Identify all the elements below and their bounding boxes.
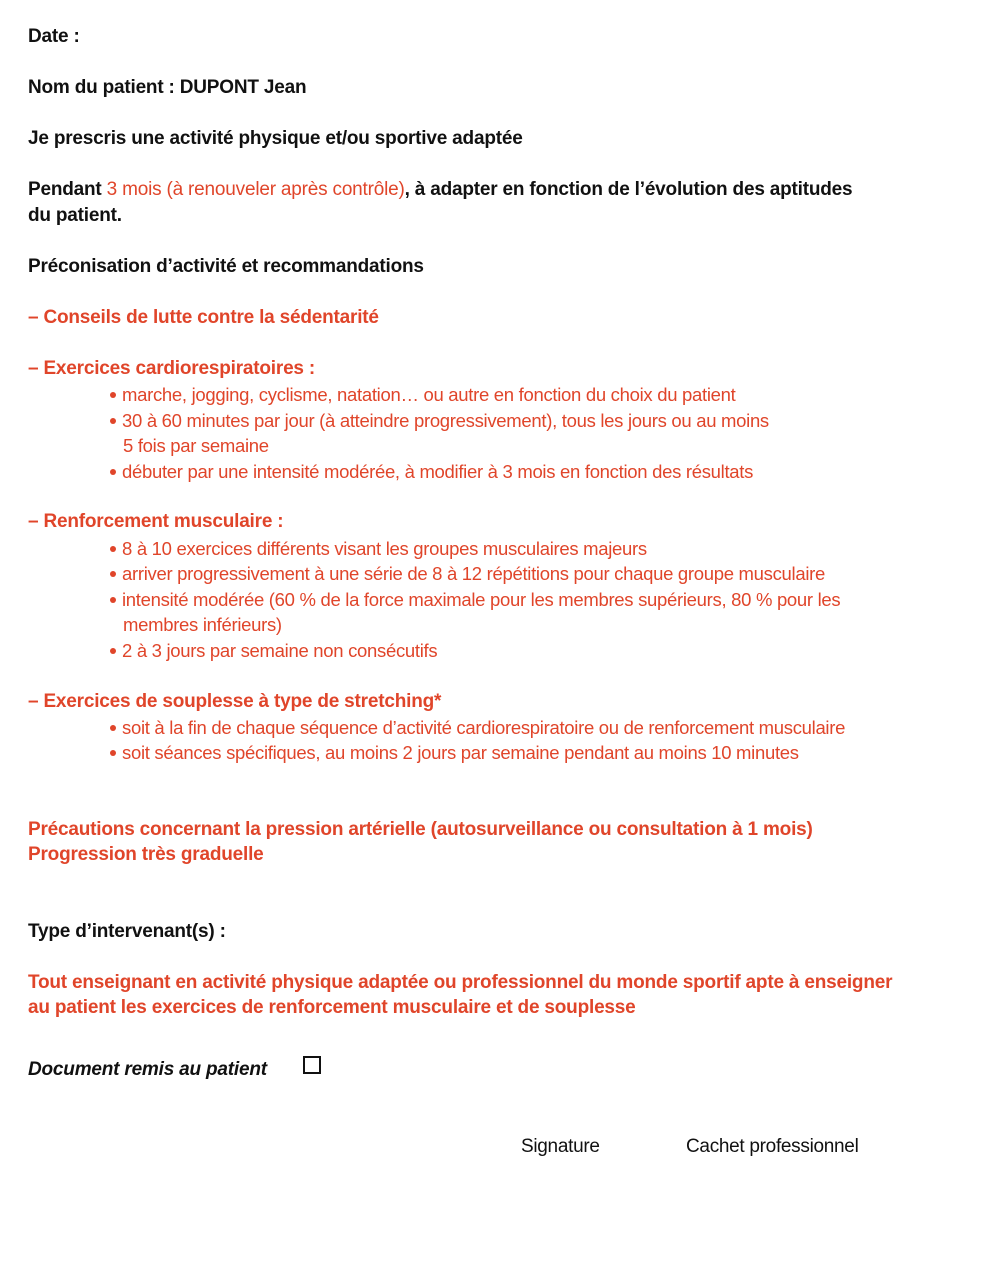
- document-given-label: Document remis au patient: [28, 1059, 267, 1080]
- document-given-checkbox[interactable]: [303, 1056, 321, 1074]
- duration-line: [28, 177, 852, 203]
- bullet-icon: [110, 571, 116, 577]
- list-item: 30 à 60 minutes par jour (à atteindre progressivement), tous les jours ou au moins: [110, 408, 769, 434]
- list-item: soit séances spécifiques, au moins 2 jours par semaine pendant au moins 10 minutes: [110, 740, 799, 766]
- bullet-icon: [110, 546, 116, 552]
- precautions-line-1: Précautions concernant la pression artérielle (autosurveillance ou consultation à 1 mois): [28, 819, 813, 840]
- patient-label: Nom du patient :: [28, 77, 180, 98]
- duration-suffix: , à adapter en fonction de l’évolution des aptitudes: [404, 179, 853, 200]
- duration-line-2: du patient.: [28, 205, 122, 226]
- list-item: débuter par une intensité modérée, à modifier à 3 mois en fonction des résultats: [110, 459, 753, 485]
- signature-label: Signature: [521, 1136, 600, 1157]
- section-title-souplesse: – Exercices de souplesse à type de stretching*: [28, 691, 442, 712]
- intervenants-label: Type d’intervenant(s) :: [28, 921, 226, 942]
- patient-name: DUPONT Jean: [179, 77, 307, 98]
- bullet-icon: [110, 750, 116, 756]
- duration-prefix: Pendant: [28, 179, 107, 200]
- list-item: 8 à 10 exercices différents visant les groupes musculaires majeurs: [110, 536, 647, 562]
- duration-highlight: 3 mois (à renouveler après contrôle): [106, 179, 405, 200]
- bullet-icon: [110, 469, 116, 475]
- list-item: soit à la fin de chaque séquence d’activité cardiorespiratoire ou de renforcement musculaire: [110, 715, 845, 741]
- list-item: arriver progressivement à une série de 8 à 12 répétitions pour chaque groupe musculaire: [110, 561, 825, 587]
- recommendations-title: Préconisation d’activité et recommandations: [28, 256, 424, 277]
- bullet-icon: [110, 597, 116, 603]
- bullet-icon: [110, 418, 116, 424]
- bullet-icon: [110, 648, 116, 654]
- section-title-renforcement: – Renforcement musculaire :: [28, 511, 284, 532]
- patient-name-line: [28, 75, 306, 101]
- list-item: marche, jogging, cyclisme, natation… ou autre en fonction du choix du patient: [110, 382, 735, 408]
- list-item: intensité modérée (60 % de la force maximale pour les membres supérieurs, 80 % pour les: [110, 587, 840, 613]
- date-label: Date :: [28, 26, 80, 47]
- prescription-statement: Je prescris une activité physique et/ou sportive adaptée: [28, 128, 523, 149]
- section-title-cardio: – Exercices cardiorespiratoires :: [28, 358, 316, 379]
- list-item: 2 à 3 jours par semaine non consécutifs: [110, 638, 437, 664]
- intervenants-line-1: Tout enseignant en activité physique adaptée ou professionnel du monde sportif apte à enseigner: [28, 972, 893, 993]
- precautions-line-2: Progression très graduelle: [28, 844, 264, 865]
- list-item-continuation: membres inférieurs): [123, 614, 282, 635]
- bullet-icon: [110, 725, 116, 731]
- section-title-sedentarite: – Conseils de lutte contre la sédentarité: [28, 307, 379, 328]
- bullet-icon: [110, 392, 116, 398]
- intervenants-line-2: au patient les exercices de renforcement musculaire et de souplesse: [28, 997, 636, 1018]
- stamp-label: Cachet professionnel: [686, 1136, 859, 1157]
- list-item-continuation: 5 fois par semaine: [123, 435, 269, 456]
